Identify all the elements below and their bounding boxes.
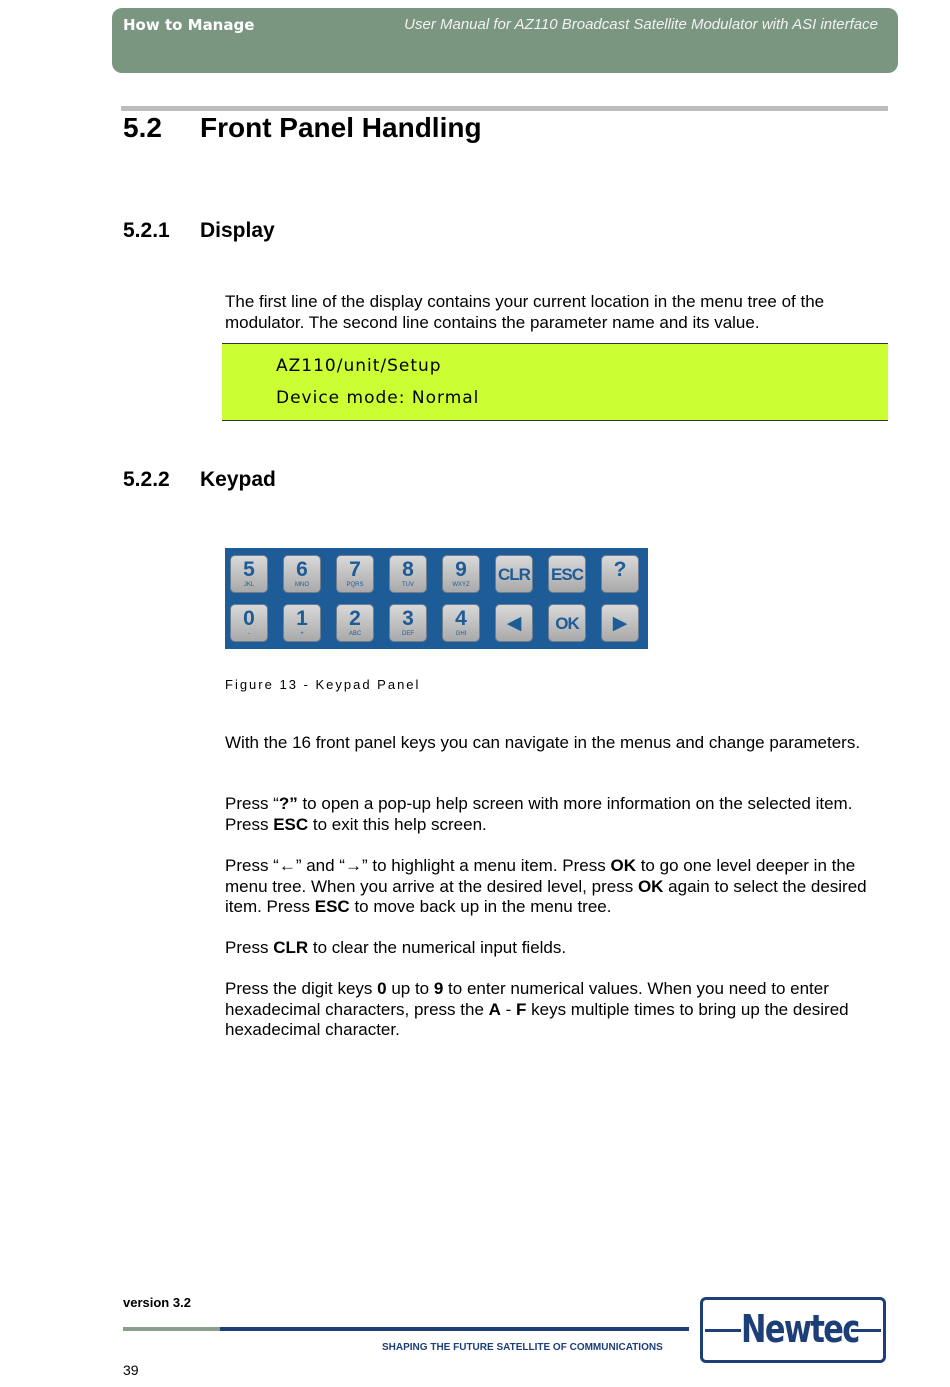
key-letters: JKL (243, 582, 255, 588)
key-label: OK (555, 614, 579, 633)
key-letters: PQRS (346, 582, 364, 588)
key-3 (389, 604, 427, 642)
keypad-number: 5.2.2 (123, 468, 170, 491)
key-digit: ? (613, 558, 627, 581)
key-letters: TUV (402, 582, 414, 588)
keypad-paragraph-4: Press CLR to clear the numerical input fields. (225, 938, 567, 957)
key-0 (230, 604, 268, 642)
key-letters: MNO (295, 582, 309, 588)
key-5 (230, 555, 268, 593)
key-label: CLR (498, 565, 530, 584)
key-digit: 7 (349, 558, 361, 581)
version-label: version 3.2 (123, 1295, 191, 1310)
footer-divider-grey (123, 1327, 220, 1331)
key-digit: 1 (296, 607, 308, 630)
keypad-paragraph-2: Press “?” to open a pop-up help screen with more information on the selected item. Press ESC to exit this help screen. (225, 794, 853, 834)
section-number: 5.2 (123, 112, 162, 143)
keypad-heading (123, 468, 276, 492)
page-number: 39 (123, 1362, 139, 1378)
key-left (495, 604, 533, 642)
keypad-title: Keypad (200, 468, 276, 491)
key-digit: 9 (455, 558, 467, 581)
key-2 (336, 604, 374, 642)
display-heading (123, 219, 275, 243)
key-digit: 4 (455, 607, 467, 630)
section-heading (123, 112, 482, 144)
key-digit: 0 (243, 607, 255, 630)
key-digit: 6 (296, 558, 308, 581)
key-right (601, 604, 639, 642)
lcd-line-2: Device mode: Normal (276, 388, 480, 408)
key-letters: ABC (348, 631, 362, 637)
key-letters: DEF (402, 631, 414, 637)
key-digit: 2 (349, 607, 361, 630)
footer-slogan: SHAPING THE FUTURE SATELLITE OF COMMUNICATIONS (382, 1342, 663, 1353)
arrow-right-icon: ▶ (612, 613, 628, 634)
key-letters: WXYZ (452, 582, 470, 588)
newtec-logo (700, 1297, 886, 1363)
figure-caption: Figure 13 - Keypad Panel (225, 677, 421, 692)
key-8 (389, 555, 427, 593)
key-6 (283, 555, 321, 593)
key-digit: 5 (243, 558, 255, 581)
display-number: 5.2.1 (123, 219, 170, 242)
top-divider (121, 106, 888, 111)
key-label: ESC (551, 565, 583, 584)
key-letters: GHI (455, 631, 467, 637)
footer-divider-blue (220, 1327, 689, 1331)
key-7 (336, 555, 374, 593)
section-title: Front Panel Handling (200, 112, 482, 143)
key-digit: 3 (402, 607, 414, 630)
display-intro: The first line of the display contains your current location in the menu tree of the modulator. The second line contains the parameter name and its value. (225, 292, 825, 332)
logo-bar-left (705, 1329, 741, 1332)
key-letters: - (248, 631, 250, 637)
header-manual-title: User Manual for AZ110 Broadcast Satellite Modulator with ASI interface (404, 16, 878, 33)
key-clr (495, 555, 533, 593)
key-4 (442, 604, 480, 642)
keypad-panel-image (225, 548, 648, 649)
lcd-line-1: AZ110/unit/Setup (276, 356, 442, 376)
logo-wordmark: Newtec (741, 1307, 859, 1351)
key-1 (283, 604, 321, 642)
page-header (112, 8, 898, 73)
display-title: Display (200, 219, 275, 242)
keypad-paragraph-5: Press the digit keys 0 up to 9 to enter numerical values. When you need to enter hexadecimal characters, press the A - F keys multiple times to bring up the desired hexadecimal character. (225, 979, 849, 1039)
lcd-display (222, 343, 888, 421)
key-ok (548, 604, 586, 642)
header-section: How to Manage (123, 16, 255, 34)
key-help (601, 555, 639, 593)
key-esc (548, 555, 586, 593)
key-digit: 8 (402, 558, 414, 581)
keypad-paragraph-3: Press “←” and “→” to highlight a menu item. Press OK to go one level deeper in the menu tree. When you arrive at the desired level, press OK again to select the desired item. Press ESC to move back up in the menu tree. (225, 856, 867, 916)
keypad-paragraph-1: With the 16 front panel keys you can navigate in the menus and change parameters. (225, 733, 861, 752)
arrow-left-icon: ◀ (506, 613, 522, 634)
key-letters: + (300, 631, 304, 637)
key-9 (442, 555, 480, 593)
